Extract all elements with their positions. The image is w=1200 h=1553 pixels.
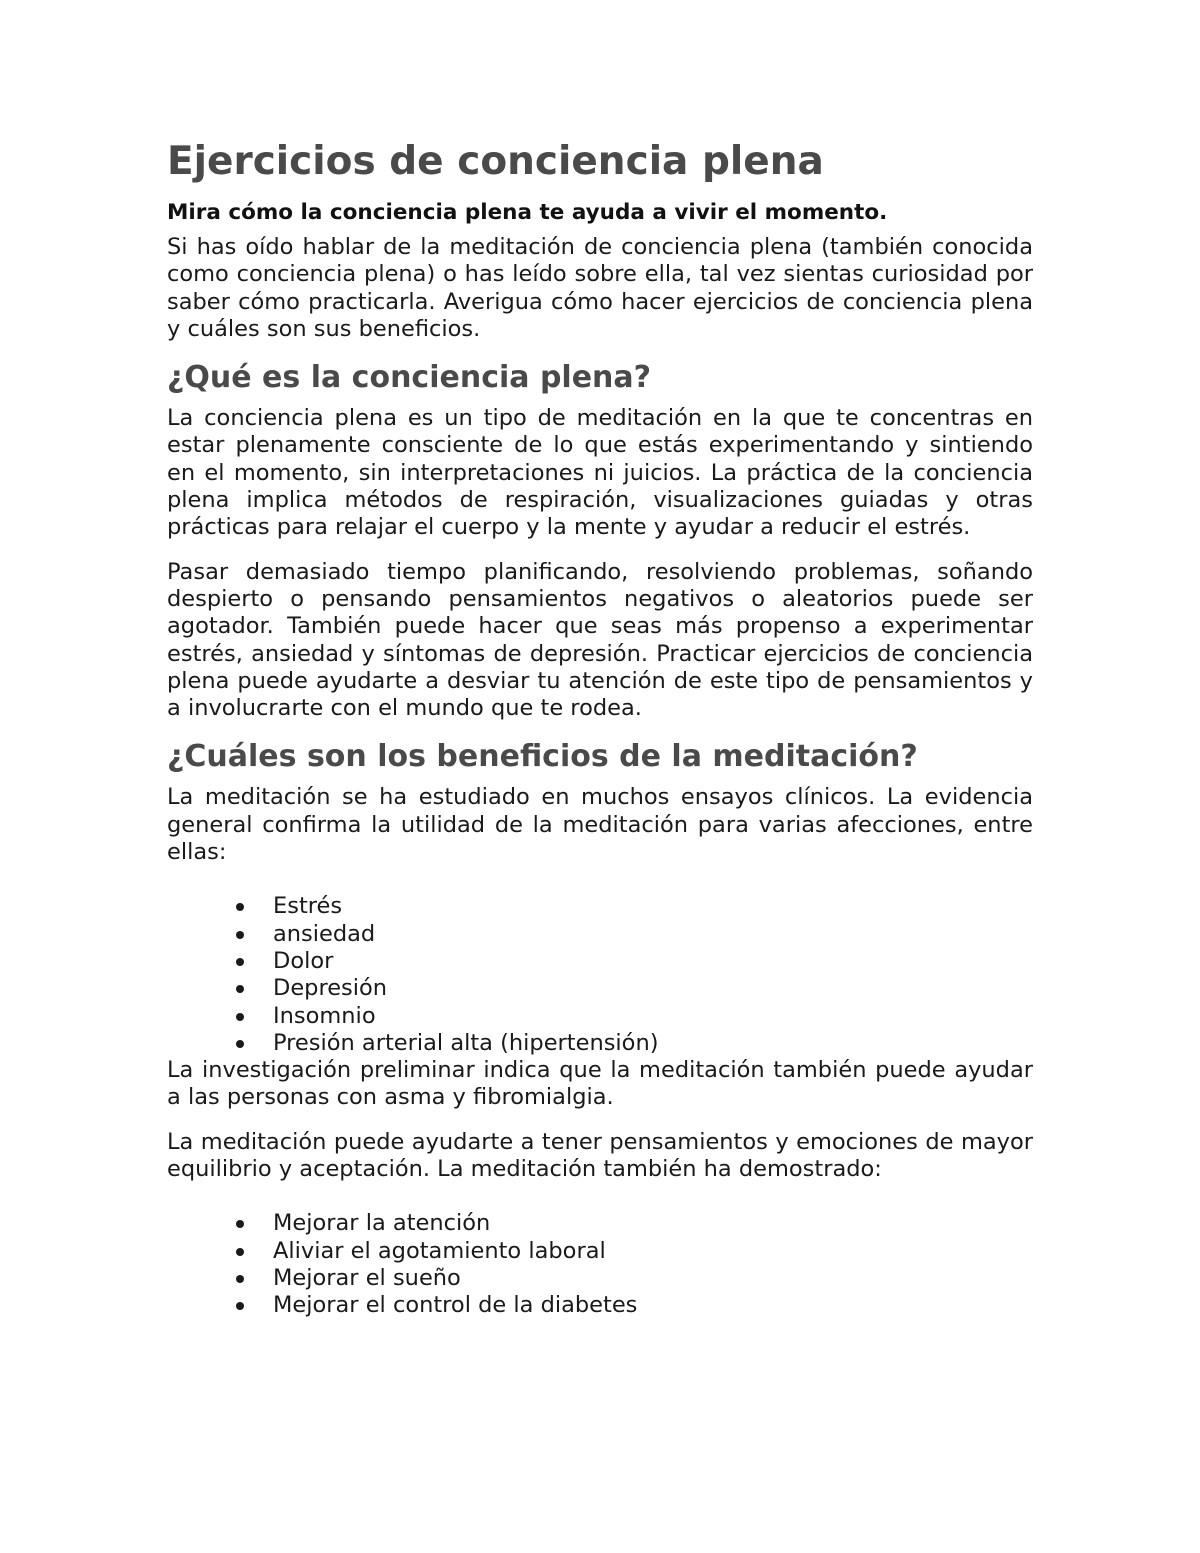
bullet-icon <box>236 1013 244 1021</box>
list-item <box>167 893 1033 920</box>
section-heading-benefits: ¿Cuáles son los beneficios de la meditación? <box>167 739 918 775</box>
what-is-paragraph-1: La conciencia plena es un tipo de meditación en la que te concentras en estar plenamente consciente de lo que estás experimentando y sintiendo en el momento, sin interpretaciones ni juicios. La práctica de la conciencia plena implica métodos de respiración, visualizaciones guiadas y otras prácticas para relajar el cuerpo y la mente y ayudar a reducir el estrés. <box>167 405 1033 541</box>
list-item <box>167 975 1033 1002</box>
balance-paragraph: La meditación puede ayudarte a tener pensamientos y emociones de mayor equilibrio y aceptación. La meditación también ha demostrado: <box>167 1128 1033 1183</box>
list-item-text: Mejorar el control de la diabetes <box>273 1292 638 1319</box>
research-paragraph: La investigación preliminar indica que la meditación también puede ayudar a las personas con asma y fibromialgia. <box>167 1057 1033 1111</box>
benefits-intro-paragraph: La meditación se ha estudiado en muchos ensayos clínicos. La evidencia general confirma la utilidad de la meditación para varias afecciones, entre ellas: <box>167 784 1033 866</box>
bullet-icon <box>236 1040 244 1048</box>
list-item <box>167 1238 1033 1265</box>
list-item <box>167 921 1033 948</box>
list-item <box>167 1030 1033 1057</box>
bullet-icon <box>236 931 244 939</box>
list-item-text: Estrés <box>273 893 343 920</box>
list-item-text: Dolor <box>273 947 334 974</box>
list-item-text: Aliviar el agotamiento laboral <box>273 1237 606 1264</box>
conditions-list <box>167 893 1033 1057</box>
list-item-text: Depresión <box>273 975 388 1002</box>
bullet-icon <box>236 985 244 993</box>
list-item <box>167 1292 1033 1319</box>
bullet-icon <box>236 1220 244 1228</box>
list-item <box>167 1210 1033 1237</box>
what-is-paragraph-2: Pasar demasiado tiempo planificando, resolviendo problemas, soñando despierto o pensando pensamientos negativos o aleatorios puede ser agotador. También puede hacer que seas más propenso a experimentar estrés, ansiedad y síntomas de depresión. Practicar ejercicios de conciencia plena puede ayudarte a desviar tu atención de este tipo de pensamientos y a involucrarte con el mundo que te rodea. <box>167 558 1033 722</box>
list-item-text: Insomnio <box>273 1002 376 1029</box>
document-title: Ejercicios de conciencia plena <box>167 139 824 184</box>
bullet-icon <box>236 1302 244 1310</box>
list-item-text: Mejorar la atención <box>273 1210 491 1237</box>
list-item <box>167 1003 1033 1030</box>
list-item <box>167 948 1033 975</box>
intro-paragraph: Si has oído hablar de la meditación de conciencia plena (también conocida como conciencia plena) o has leído sobre ella, tal vez sientas curiosidad por saber cómo practicarla. Averigua cómo hacer ejercicios de conciencia plena y cuáles son sus beneficios. <box>167 234 1033 342</box>
bullet-icon <box>236 1248 244 1256</box>
list-item <box>167 1265 1033 1292</box>
document-page <box>167 130 1033 1320</box>
benefits-list <box>167 1210 1033 1319</box>
list-item-text: Mejorar el sueño <box>273 1264 461 1291</box>
bullet-icon <box>236 1275 244 1283</box>
list-item-text: Presión arterial alta (hipertensión) <box>273 1029 659 1056</box>
bullet-icon <box>236 958 244 966</box>
list-item-text: ansiedad <box>273 920 376 947</box>
document-subtitle: Mira cómo la conciencia plena te ayuda a vivir el momento. <box>167 200 888 225</box>
bullet-icon <box>236 903 244 911</box>
section-heading-what-is: ¿Qué es la conciencia plena? <box>167 360 652 396</box>
